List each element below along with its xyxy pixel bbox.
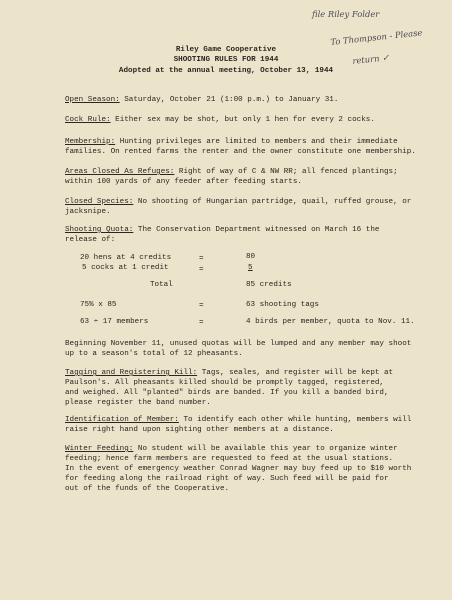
- winter-feeding-line2: feeding; hence farm members are requested to feed at the usual stations.: [65, 455, 394, 463]
- tagging-label: Tagging and Registering Kill:: [65, 369, 198, 377]
- winter-feeding-label: Winter Feeding:: [65, 445, 134, 453]
- quota-row-cocks: 5 cocks at 1 credit: [82, 264, 169, 272]
- areas-closed-text: Right of way of C & NW RR; all fenced plantings;: [174, 168, 398, 176]
- quota-row-percent-value: 63 shooting tags: [246, 301, 319, 309]
- shooting-quota-label: Shooting Quota:: [65, 226, 134, 234]
- handwritten-note-return: return ✓: [351, 52, 390, 66]
- winter-feeding-line5: out of the funds of the Cooperative.: [65, 485, 230, 493]
- open-season-label: Open Season:: [65, 96, 120, 104]
- document-subtitle: SHOOTING RULES FOR 1944: [173, 56, 279, 64]
- tagging-line3: and weighed. All "planted" birds are banded. If you kill a banded bird,: [65, 389, 389, 397]
- quota-row-members: 63 ÷ 17 members: [80, 318, 149, 326]
- identification-line1: [65, 416, 411, 426]
- tagging-line2: Paulson's. All pheasants killed should be promptly tagged, registered,: [65, 379, 384, 387]
- open-season: [65, 96, 338, 106]
- areas-closed-line2: within 100 yards of any feeder after feeding starts.: [65, 178, 302, 186]
- identification-line2: raise right hand upon sighting other members at a distance.: [65, 426, 334, 434]
- tagging-line1: [65, 369, 393, 379]
- document-title: Riley Game Cooperative: [175, 46, 277, 54]
- cock-rule: [65, 116, 375, 126]
- cock-rule-label: Cock Rule:: [65, 116, 111, 124]
- open-season-text: Saturday, October 21 (1:00 p.m.) to January 31.: [119, 96, 339, 104]
- shooting-quota-text: The Conservation Department witnessed on March 16 the: [133, 226, 380, 234]
- quota-row-cocks-eq: =: [199, 266, 204, 274]
- identification-label: Identification of Member:: [65, 416, 179, 424]
- quota-row-members-eq: =: [199, 319, 204, 327]
- quota-total-label: Total: [150, 281, 173, 289]
- closed-species-label: Closed Species:: [65, 198, 134, 206]
- quota-row-hens-eq: =: [199, 255, 204, 263]
- closed-species-line2: jacksnipe.: [65, 208, 111, 216]
- handwritten-note-thompson: To Thompson - Please: [329, 27, 423, 47]
- quota-row-members-value: 4 birds per member, quota to Nov. 11.: [246, 318, 415, 326]
- handwritten-note-file: file Riley Folder: [312, 9, 380, 19]
- beginning-line1: Beginning November 11, unused quotas will be lumped and any member may shoot: [65, 340, 412, 348]
- areas-closed-line1: [65, 168, 398, 178]
- membership-text: Hunting privileges are limited to members and their immediate: [115, 138, 398, 146]
- tagging-line4: please register the band number.: [65, 399, 211, 407]
- membership-line2: families. On rented farms the renter and the owner constitute one membership.: [65, 148, 416, 156]
- quota-total-value: 85 credits: [246, 281, 292, 289]
- shooting-quota-line1: [65, 226, 379, 236]
- quota-row-percent-eq: =: [199, 302, 204, 310]
- quota-row-percent: 75% x 85: [80, 301, 117, 309]
- quota-row-hens: 20 hens at 4 credits: [80, 254, 172, 262]
- tagging-text: Tags, seales, and register will be kept at: [197, 369, 394, 377]
- shooting-quota-line2: release of:: [65, 236, 116, 244]
- winter-feeding-line3: In the event of emergency weather Conrad Wagner may buy feed up to $10 worth: [65, 465, 412, 473]
- membership-label: Membership:: [65, 138, 116, 146]
- areas-closed-label: Areas Closed As Refuges:: [65, 168, 175, 176]
- closed-species-text: No shooting of Hungarian partridge, quail, ruffed grouse, or: [133, 198, 412, 206]
- adopted-line: Adopted at the annual meeting, October 13, 1944: [118, 67, 334, 75]
- closed-species-line1: [65, 198, 411, 208]
- identification-text: To identify each other while hunting, members will: [178, 416, 412, 424]
- cock-rule-text: Either sex may be shot, but only 1 hen for every 2 cocks.: [110, 116, 375, 124]
- membership-line1: [65, 138, 398, 148]
- quota-row-cocks-value: 5: [248, 264, 253, 272]
- winter-feeding-line1: [65, 445, 398, 455]
- beginning-line2: up to a season's total of 12 pheasants.: [65, 350, 243, 358]
- winter-feeding-text: No student will be available this year to organize winter: [133, 445, 398, 453]
- winter-feeding-line4: for feeding along the railroad right of way. Such feed will be paid for: [65, 475, 389, 483]
- quota-row-hens-value: 80: [246, 253, 256, 261]
